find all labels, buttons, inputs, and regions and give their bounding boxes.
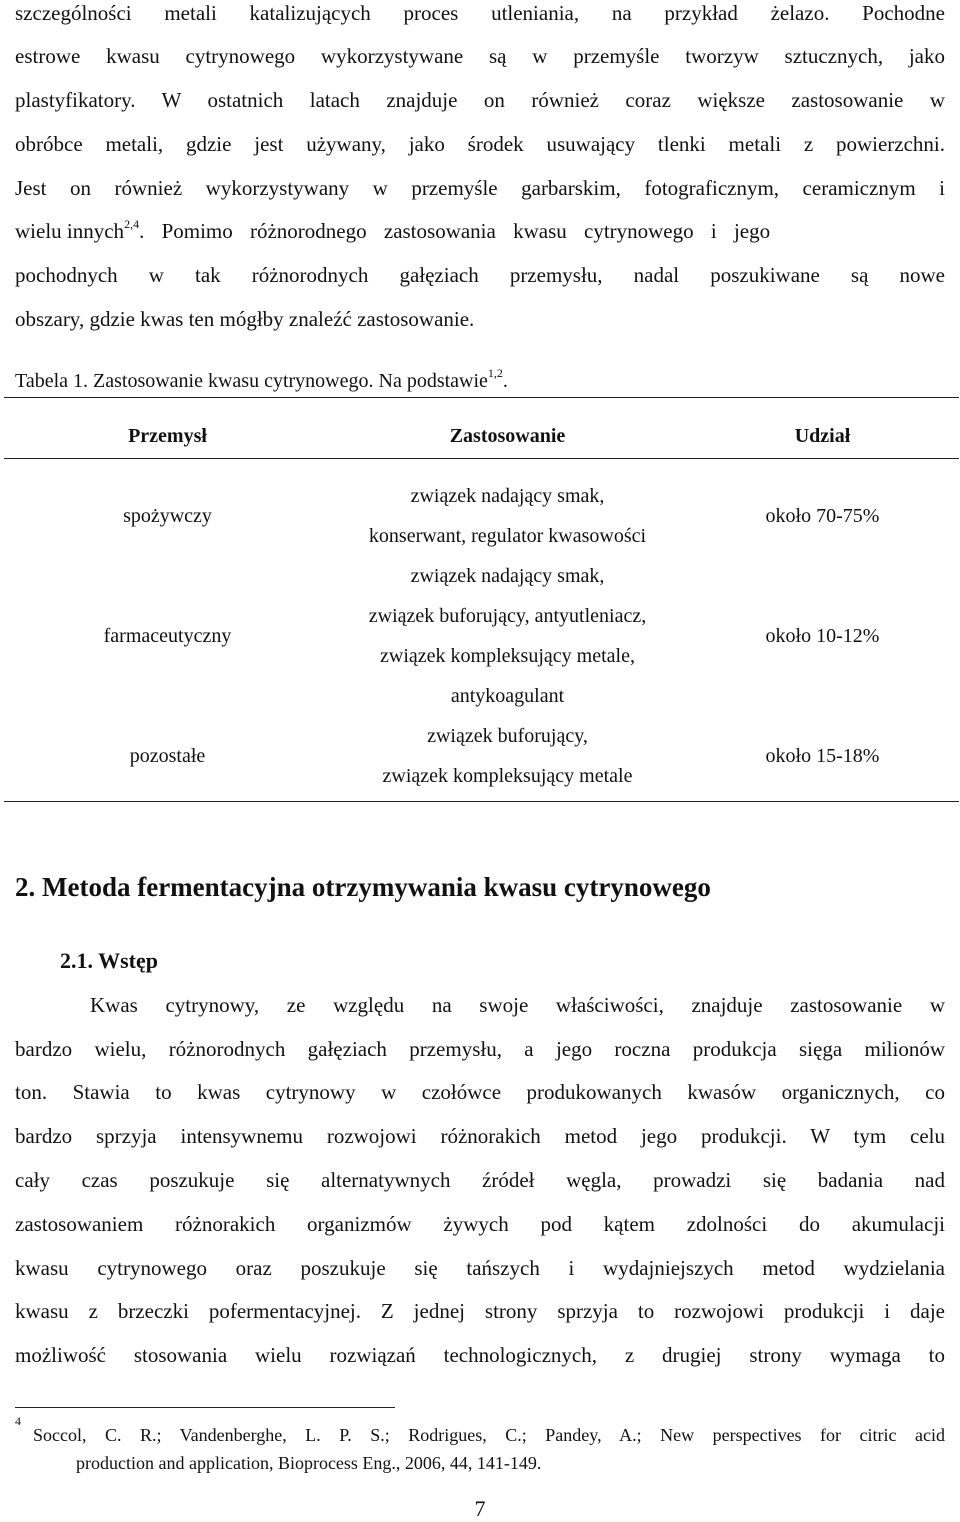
paragraph-line: ton. Stawia to kwas cytrynowy w czołówce produkowanych kwasów organicznych, co: [15, 1080, 945, 1104]
paragraph-line: bardzo wielu, różnorodnych gałęziach przemysłu, a jego roczna produkcja sięga milionów: [15, 1037, 945, 1061]
paragraph-line: kwasu z brzeczki pofermentacyjnej. Z jednej strony sprzyja to rozwojowi produkcji i daje: [15, 1299, 945, 1323]
table-cell-use: związek buforujący, antyutleniacz,: [368, 605, 647, 627]
footnote-number: 4: [15, 1414, 21, 1428]
table-header-share: Udział: [794, 425, 851, 447]
footnote-rule: [15, 1407, 395, 1408]
table-cell-industry: spożywczy: [123, 505, 212, 527]
caption-ref: 1,2: [487, 366, 503, 381]
paragraph-line: bardzo sprzyja intensywnemu rozwojowi różnorakich metod jego produkcji. W tym celu: [15, 1124, 945, 1148]
table-cell-use: związek kompleksujący metale,: [380, 645, 635, 667]
table-cell-use: związek nadający smak,: [410, 565, 605, 587]
table-header-industry: Przemysł: [128, 425, 207, 447]
table-caption: [15, 368, 508, 394]
section-heading: 2. Metoda fermentacyjna otrzymywania kwasu cytrynowego: [15, 872, 711, 902]
footnote-text: production and application, Bioprocess Eng., 2006, 44, 141-149.: [76, 1453, 542, 1473]
table-header-use: Zastosowanie: [449, 425, 566, 447]
table-cell-industry: farmaceutyczny: [103, 625, 232, 647]
citation-ref: 2,4: [124, 217, 140, 231]
paragraph-line: szczególności metali katalizujących proces utleniania, na przykład żelazo. Pochodne: [15, 1, 945, 25]
caption-end: .: [502, 370, 508, 392]
paragraph-line: kwasu cytrynowego oraz poszukuje się tańszych i wydajniejszych metod wydzielania: [15, 1256, 945, 1280]
caption-text: Tabela 1. Zastosowanie kwasu cytrynowego. Na podstawie: [15, 370, 488, 392]
paragraph-line: zastosowaniem różnorakich organizmów żywych pod kątem zdolności do akumulacji: [15, 1212, 945, 1236]
table-cell-use: związek nadający smak,: [410, 485, 605, 507]
table-cell-use: związek buforujący,: [427, 725, 588, 747]
table-cell-industry: pozostałe: [129, 745, 206, 767]
paragraph-line: estrowe kwasu cytrynowego wykorzystywane są w przemyśle tworzyw sztucznych, jako: [15, 44, 945, 68]
footnote-text: Soccol, C. R.; Vandenberghe, L. P. S.; Rodrigues, C.; Pandey, A.; New perspectives for citric acid: [33, 1425, 945, 1445]
table-bottom-rule: [4, 801, 959, 802]
page-number: 7: [474, 1496, 486, 1521]
paragraph-text: . Pomimo różnorodnego zastosowania kwasu cytrynowego i jego: [139, 219, 771, 243]
subsection-heading: 2.1. Wstęp: [60, 948, 158, 973]
table-cell-share: około 15-18%: [765, 745, 880, 767]
paragraph-text: wielu innych: [15, 219, 125, 243]
paragraph-line: [15, 218, 945, 244]
paragraph-line: obszary, gdzie kwas ten mógłby znaleźć zastosowanie.: [15, 307, 475, 331]
paragraph-line: plastyfikatory. W ostatnich latach znajduje on również coraz większe zastosowanie w: [15, 88, 945, 112]
table-top-rule: [4, 397, 959, 398]
table-cell-use: konserwant, regulator kwasowości: [368, 525, 647, 547]
table-header-rule: [4, 458, 959, 459]
table-cell-share: około 10-12%: [765, 625, 880, 647]
paragraph-line: Jest on również wykorzystywany w przemyśle garbarskim, fotograficznym, ceramicznym i: [15, 176, 945, 200]
paragraph-line: Kwas cytrynowy, ze względu na swoje właściwości, znajduje zastosowanie w: [90, 993, 945, 1017]
table-cell-share: około 70-75%: [765, 505, 880, 527]
paragraph-line: możliwość stosowania wielu rozwiązań technologicznych, z drugiej strony wymaga to: [15, 1343, 945, 1367]
table-cell-use: związek kompleksujący metale: [382, 765, 633, 787]
paragraph-line: obróbce metali, gdzie jest używany, jako środek usuwający tlenki metali z powierzchni.: [15, 132, 945, 156]
paragraph-line: pochodnych w tak różnorodnych gałęziach przemysłu, nadal poszukiwane są nowe: [15, 263, 945, 287]
table-cell-use: antykoagulant: [450, 685, 565, 707]
paragraph-line: cały czas poszukuje się alternatywnych źródeł węgla, prowadzi się badania nad: [15, 1168, 945, 1192]
